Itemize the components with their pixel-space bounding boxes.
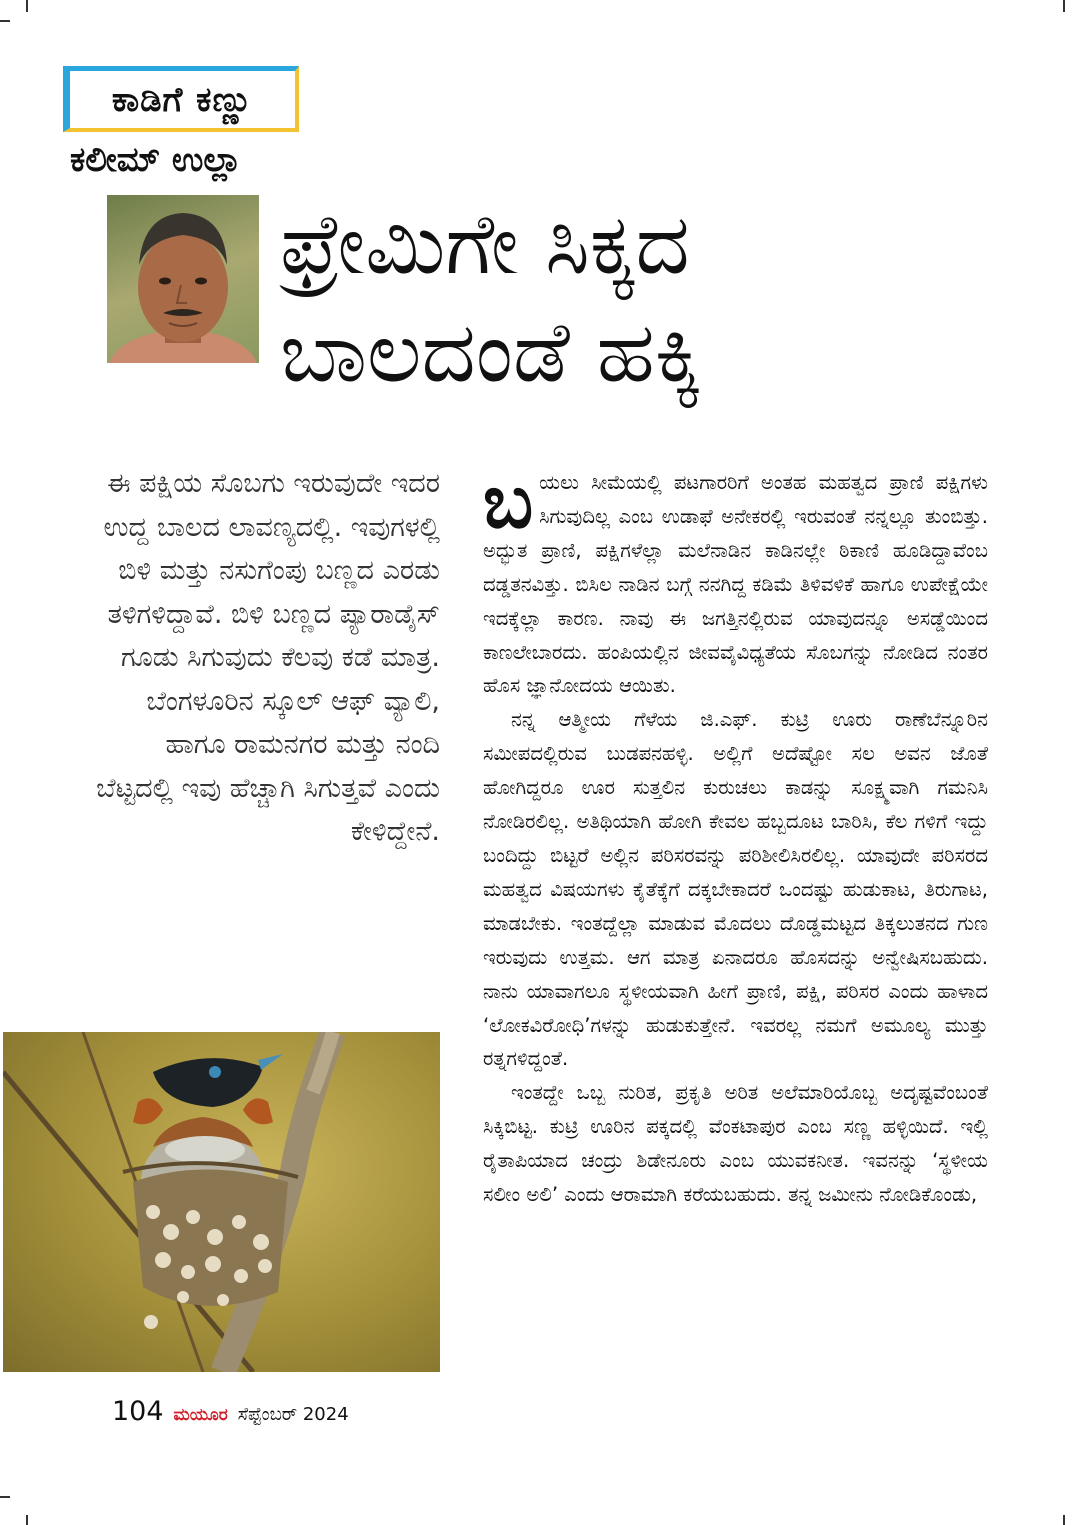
author-portrait-illustration: [107, 195, 259, 363]
issue-date: ಸೆಪ್ಟೆಂಬರ್ 2024: [237, 1404, 349, 1425]
headline: [280, 190, 840, 406]
author-photo: [107, 195, 259, 363]
article-paragraph: ನನ್ನ ಆತ್ಮೀಯ ಗೆಳೆಯ ಜಿ.ಎಫ್. ಕುಟ್ರಿ ಊರು ರಾಣೆಬೆನ್ನೂರಿನ ಸಮೀಪದಲ್ಲಿರುವ ಬುಡಪನಹಳ್ಳಿ. ಅಲ್ಲಿಗೆ ಅದೆಷ್ಟೋ ಸಲ ಅವನ ಜೊತೆ ಹೋಗಿದ್ದರೂ ಊರ ಸುತ್ತಲಿನ ಕುರುಚಲು ಕಾಡನ್ನು ಸೂಕ್ಷ್ಮವಾಗಿ ಗಮನಿಸಿ ನೋಡಿರಲಿಲ್ಲ. ಅತಿಥಿಯಾಗಿ ಹೋಗಿ ಕೇವಲ ಹಬ್ಬದೂಟ ಬಾರಿಸಿ, ಕೆಲ ಗಳಿಗೆ ಇದ್ದು ಬಂದಿದ್ದು ಬಿಟ್ಟರೆ ಅಲ್ಲಿನ ಪರಿಸರವನ್ನು ಪರಿಶೀಲಿಸಿರಲಿಲ್ಲ. ಯಾವುದೇ ಪರಿಸರದ ಮಹತ್ವದ ವಿಷಯಗಳು ಕೈತೆಕ್ಕೆಗೆ ದಕ್ಕಬೇಕಾದರೆ ಒಂದಷ್ಟು ಹುಡುಕಾಟ, ತಿರುಗಾಟ, ಮಾಡಬೇಕು. ಇಂತದ್ದೆಲ್ಲಾ ಮಾಡುವ ಮೊದಲು ದೊಡ್ಡಮಟ್ಟದ ತಿಕ್ಕಲುತನದ ಗುಣ ಇರುವುದು ಉತ್ತಮ. ಆಗ ಮಾತ್ರ ಏನಾದರೂ ಹೊಸದನ್ನು ಅನ್ವೇಷಿಸಬಹುದು. ನಾನು ಯಾವಾಗಲೂ ಸ್ಥಳೀಯವಾಗಿ ಹೀಗೆ ಪ್ರಾಣಿ, ಪಕ್ಷಿ, ಪರಿಸರ ಎಂದು ಹಾಳಾದ ‘ಲೋಕವಿರೋಧಿ’ಗಳನ್ನು ಹುಡುಕುತ್ತೇನೆ. ಇವರಲ್ಲ ನಮಗೆ ಅಮೂಲ್ಯ ಮುತ್ತು ರತ್ನಗಳಿದ್ದಂತೆ.: [483, 708, 988, 1071]
crop-mark: [0, 1496, 10, 1498]
paradise-flycatcher-illustration: [3, 1032, 440, 1372]
author-name: ಕಲೀಮ್ ಉಲ್ಲಾ: [70, 140, 242, 180]
page-footer: [112, 1396, 349, 1427]
article-body: [483, 459, 988, 1212]
magazine-name: ಮಯೂರ: [173, 1405, 228, 1425]
crop-mark: [26, 0, 28, 12]
column-name: ಕಾಡಿಗೆ ಕಣ್ಣು: [111, 79, 254, 120]
crop-mark: [0, 20, 10, 22]
page-number: 104: [112, 1396, 164, 1427]
column-tag: [63, 66, 299, 132]
drop-cap: ಬ: [483, 459, 534, 545]
paragraph-text: ಯಲು ಸೀಮೆಯಲ್ಲಿ ಪಟಗಾರರಿಗೆ ಅಂತಹ ಮಹತ್ವದ ಪ್ರಾಣಿ ಪಕ್ಷಿಗಳು ಸಿಗುವುದಿಲ್ಲ ಎಂಬ ಉಡಾಫೆ ಅನೇಕರಲ್ಲಿ ಇರುವಂತೆ ನನ್ನಲ್ಲೂ ತುಂಬಿತ್ತು. ಅದ್ಭುತ ಪ್ರಾಣಿ, ಪಕ್ಷಿಗಳೆಲ್ಲಾ ಮಲೆನಾಡಿನ ಕಾಡಿನಲ್ಲೇ ಠಿಕಾಣಿ ಹೂಡಿದ್ದಾವೆಂಬ ದಡ್ಡತನವಿತ್ತು. ಬಿಸಿಲ ನಾಡಿನ ಬಗ್ಗೆ ನನಗಿದ್ದ ಕಡಿಮೆ ತಿಳಿವಳಿಕೆ ಹಾಗೂ ಉಪೇಕ್ಷೆಯೇ ಇದಕ್ಕೆಲ್ಲಾ ಕಾರಣ. ನಾವು ಈ ಜಗತ್ತಿನಲ್ಲಿರುವ ಯಾವುದನ್ನೂ ಅಸಡ್ಡೆಯಿಂದ ಕಾಣಲೇಬಾರದು. ಹಂಪಿಯಲ್ಲಿನ ಜೀವವೈವಿಧ್ಯತೆಯ ಸೊಬಗನ್ನು ನೋಡಿದ ನಂತರ ಹೊಸ ಜ್ಞಾನೋದಯ ಆಯಿತು.: [483, 471, 988, 698]
crop-mark: [1063, 0, 1065, 12]
headline-line: ಬಾಲದಂಡೆ ಹಕ್ಕಿ: [280, 303, 703, 401]
pull-quote: ಈ ಪಕ್ಷಿಯ ಸೊಬಗು ಇರುವುದೇ ಇದರ ಉದ್ದ ಬಾಲದ ಲಾವಣ್ಯದಲ್ಲಿ. ಇವುಗಳಲ್ಲಿ ಬಿಳಿ ಮತ್ತು ನಸುಗೆಂಪು ಬಣ್ಣದ ಎರಡು ತಳಿಗಳಿದ್ದಾವೆ. ಬಿಳಿ ಬಣ್ಣದ ಪ್ಯಾರಾಡೈಸ್ ಗೂಡು ಸಿಗುವುದು ಕೆಲವು ಕಡೆ ಮಾತ್ರ. ಬೆಂಗಳೂರಿನ ಸ್ಕೂಲ್ ಆಫ್ ವ್ಯಾಲಿ, ಹಾಗೂ ರಾಮನಗರ ಮತ್ತು ನಂದಿ ಬೆಟ್ಟದಲ್ಲಿ ಇವು ಹೆಚ್ಚಾಗಿ ಸಿಗುತ್ತವೆ ಎಂದು ಕೇಳಿದ್ದೇನೆ.: [96, 468, 440, 847]
crop-mark: [26, 1515, 28, 1525]
article-paragraph: [483, 459, 988, 703]
crop-mark: [1063, 1515, 1065, 1525]
bird-nest-photo: [3, 1032, 440, 1372]
headline-line: ಫ್ರೇಮಿಗೇ ಸಿಕ್ಕದ: [280, 195, 690, 293]
article-paragraph: ಇಂತದ್ದೇ ಒಬ್ಬ ನುರಿತ, ಪ್ರಕೃತಿ ಅರಿತ ಅಲೆಮಾರಿಯೊಬ್ಬ ಅದೃಷ್ಟವೆಂಬಂತೆ ಸಿಕ್ಕಿಬಿಟ್ಟ. ಕುಟ್ರಿ ಊರಿನ ಪಕ್ಕದಲ್ಲಿ ವೆಂಕಟಾಪುರ ಎಂಬ ಸಣ್ಣ ಹಳ್ಳಿಯಿದೆ. ಇಲ್ಲಿ ರೈತಾಪಿಯಾದ ಚಂದ್ರು ಶಿಡೇನೂರು ಎಂಬ ಯುವಕನೀತ. ಇವನನ್ನು ‘ಸ್ಥಳೀಯ ಸಲೀಂ ಅಲಿ’ ಎಂದು ಆರಾಮಾಗಿ ಕರೆಯಬಹುದು. ತನ್ನ ಜಮೀನು ನೋಡಿಕೊಂಡು,: [483, 1081, 988, 1207]
